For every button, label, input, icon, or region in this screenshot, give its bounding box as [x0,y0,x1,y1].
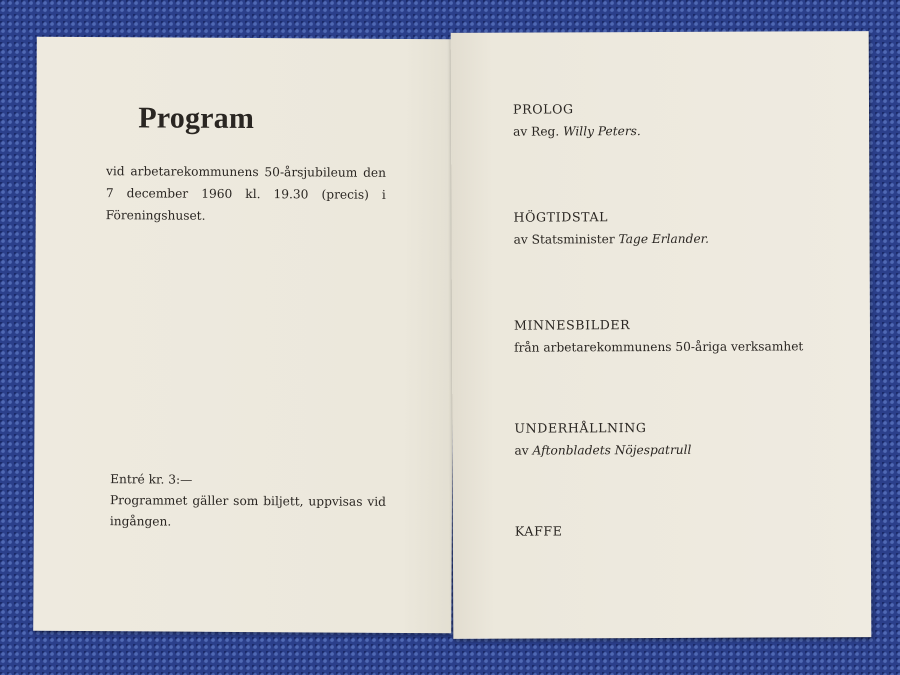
program-item-credit [513,120,641,143]
program-item-minnesbilder [514,313,803,358]
entry-price: Entré kr. 3:— [110,472,193,487]
program-left-page [33,37,455,634]
program-item-hogtidstal [513,206,709,251]
program-item-kaffe [515,520,563,542]
program-item-heading: HÖGTIDSTAL [513,209,609,225]
credit-name: Tage Erlander. [618,231,710,247]
event-intro-text: vid arbetarekommunens 50-årsjubileum den 7 december 1960 kl. 19.30 (precis) i Föreningshuset. [105,164,387,223]
ticket-info [110,469,386,534]
program-right-page [451,31,872,639]
program-item-heading: KAFFE [514,523,563,539]
program-item-heading: UNDERHÅLLNING [514,420,647,436]
credit-name: Aftonbladets Nöjespatrull [532,442,692,458]
program-item-heading: PROLOG [512,101,574,117]
program-item-heading: MINNESBILDER [513,317,631,333]
credit-prefix: av Statsminister [513,232,619,247]
credit-name: Willy Peters. [563,124,641,139]
program-item-credit [514,439,691,462]
credit-prefix: från arbetarekommunens 50-åriga verksamhet [514,339,804,355]
program-title: Program [138,101,255,136]
ticket-note: Programmet gäller som biljett, uppvisas vid ingången. [109,493,387,529]
credit-prefix: av [514,443,533,458]
program-item-credit [514,228,710,251]
credit-prefix: av Reg. [513,124,564,139]
program-item-underhallning [514,417,691,462]
program-item-credit [514,335,803,358]
program-item-prolog [513,98,641,143]
